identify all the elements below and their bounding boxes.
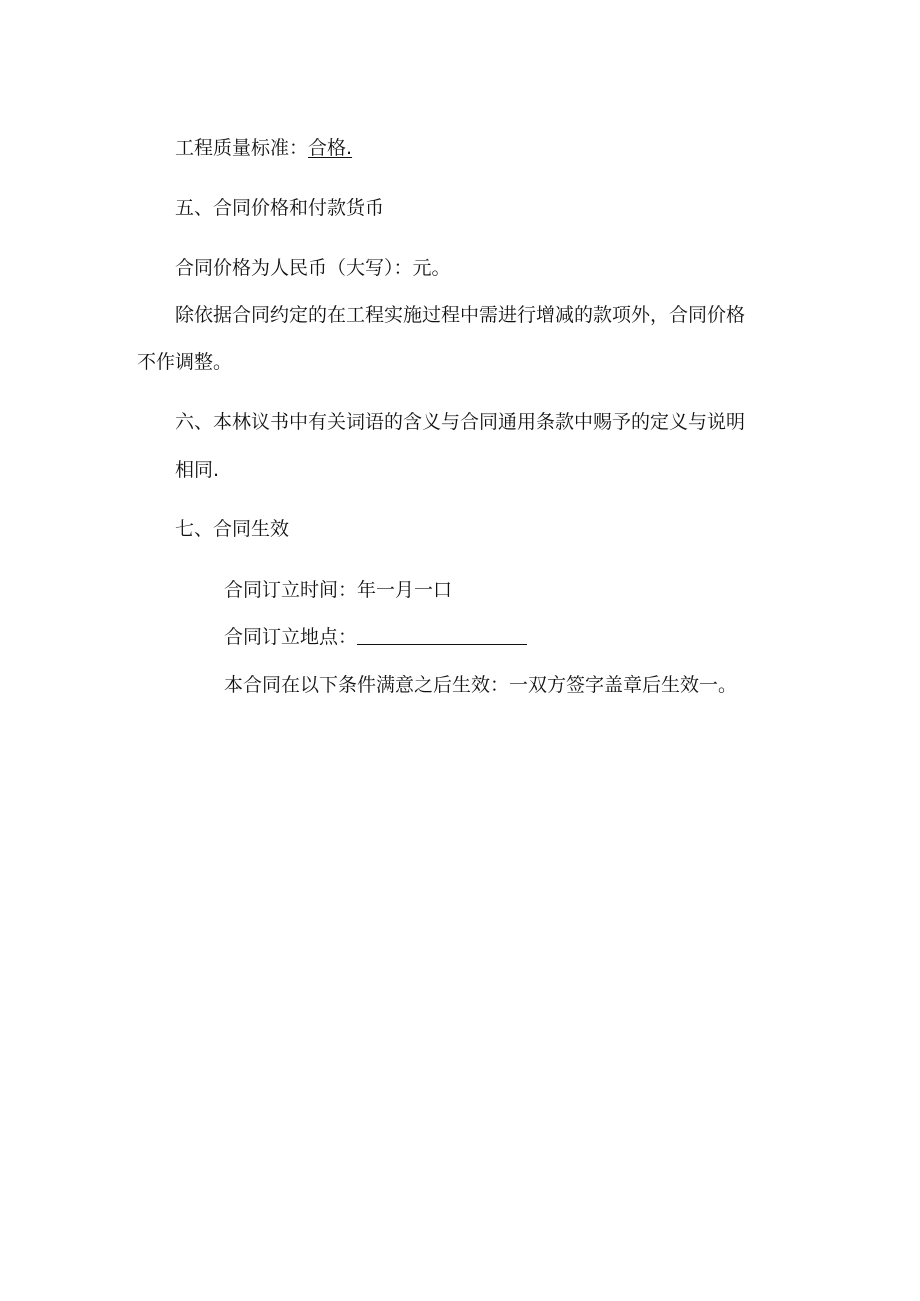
price-adjustment-line-2: 不作调整。 [137,351,233,373]
quality-standard-line [175,136,352,160]
contract-price-line: 合同价格为人民币（大写）：元。 [175,257,451,279]
section-6-line-1: 六、本林议书中有关词语的含义与合同通用条款中赐予的定义与说明 [175,411,746,433]
section-5-heading: 五、合同价格和付款货币 [175,197,385,219]
signing-place-blank [357,626,527,645]
quality-standard-label: 工程质量标准： [175,137,309,159]
signing-place-label: 合同订立地点： [224,626,358,648]
quality-standard-value: 合格. [308,137,353,159]
effective-condition-line: 本合同在以下条件满意之后生效：一双方签字盖章后生效一。 [224,674,738,696]
section-7-heading: 七、合同生效 [175,518,290,540]
section-6-line-2: 相同. [175,459,220,481]
signing-time-line: 合同订立时间：年一月一口 [224,579,453,601]
price-adjustment-line-1: 除依据合同约定的在工程实施过程中需进行增减的款项外，合同价格 [175,304,746,326]
signing-place-line [224,625,527,649]
